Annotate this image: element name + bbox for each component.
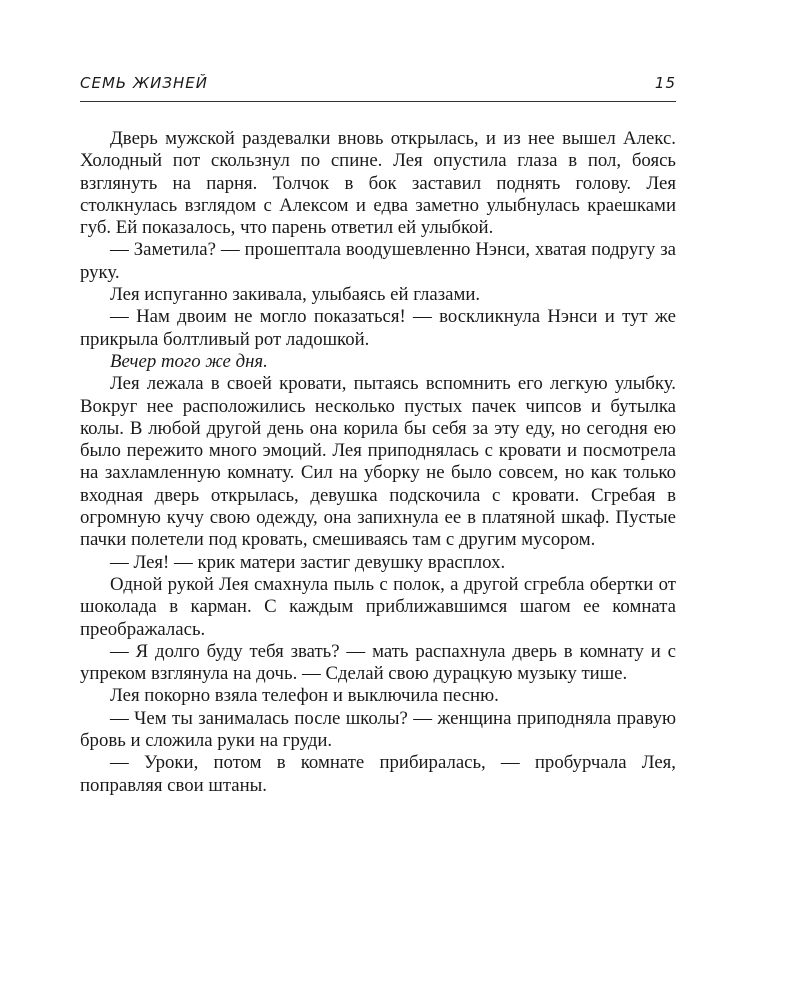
book-title: СЕМЬ ЖИЗНЕЙ <box>80 74 208 92</box>
paragraph: — Уроки, потом в комнате прибиралась, — пробурчала Лея, поправляя свои штаны. <box>80 752 676 796</box>
paragraph: Дверь мужской раздевалки вновь открылась, и из нее вышел Алекс. Холодный пот скользнул по спине. Лея опустила глаза в пол, боясь взглянуть на парня. Толчок в бок заставил поднять голову. Лея столкнулась взглядом с Алексом и едва заметно улыбнулась краешками губ. Ей показалось, что парень ответил ей улыбкой. <box>80 128 676 239</box>
paragraph: — Чем ты занималась после школы? — женщина приподняла правую бровь и сложила руки на груди. <box>80 707 676 752</box>
paragraph: Лея испуганно закивала, улыбаясь ей глазами. <box>110 284 481 306</box>
paragraph: — Лея! — крик матери застиг девушку врасплох. <box>110 551 506 573</box>
running-header <box>80 74 676 96</box>
scene-heading: Вечер того же дня. <box>110 350 268 372</box>
header-rule <box>80 101 676 102</box>
paragraph: Лея покорно взяла телефон и выключила песню. <box>110 685 499 707</box>
paragraph: — Я долго буду тебя звать? — мать распахнула дверь в комнату и с упреком взглянула на дочь. — Сделай свою дурацкую музыку тише. <box>80 640 676 685</box>
paragraph: Лея лежала в своей кровати, пытаясь вспомнить его легкую улыбку. Вокруг нее расположились несколько пустых пачек чипсов и бутылка колы. В любой другой день она корила бы себя за эту еду, но сегодня ею было пережито много эмоций. Лея приподнялась с кровати и посмотрела на захламленную комнату. Сил на уборку не было совсем, но как только входная дверь открылась, девушка подскочила с кровати. Сгребая в огромную кучу свою одежду, она запихнула ее в платяной шкаф. Пустые пачки полетели под кровать, смешиваясь там с другим мусором. <box>80 373 676 551</box>
paragraph: — Заметила? — прошептала воодушевленно Нэнси, хватая подругу за руку. <box>80 239 676 283</box>
page-number: 15 <box>654 74 676 92</box>
body-text <box>80 128 676 797</box>
paragraph: Одной рукой Лея смахнула пыль с полок, а другой сгребла обертки от шоколада в карман. С каждым приближавшимся шагом ее комната преображалась. <box>80 573 676 640</box>
paragraph: — Нам двоим не могло показаться! — воскликнула Нэнси и тут же прикрыла болтливый рот ладошкой. <box>80 306 676 350</box>
